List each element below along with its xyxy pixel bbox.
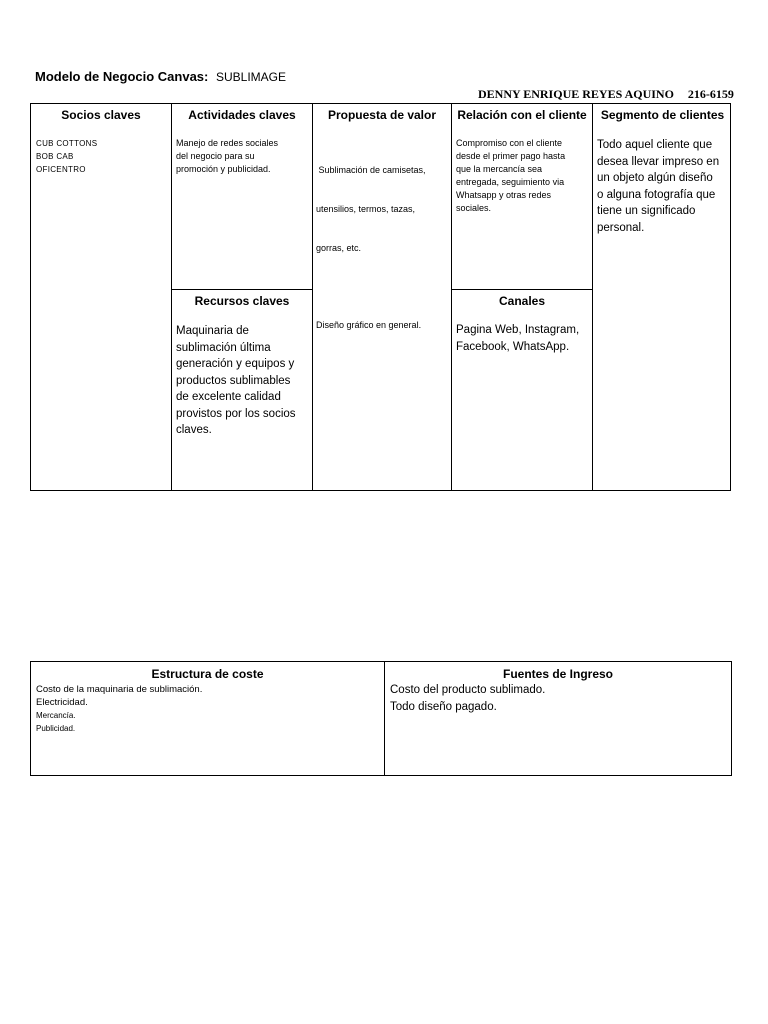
text-line: Electricidad. (36, 697, 88, 708)
text-line: personal. (597, 221, 645, 234)
ingresos-text (390, 682, 545, 715)
text-line: Todo diseño pagado. (390, 700, 497, 713)
text-line: generación y equipos y (176, 358, 295, 370)
segmento-text (597, 137, 719, 236)
canales-heading: Canales (498, 294, 546, 308)
text-line: Manejo de redes sociales (176, 138, 279, 148)
text-line: Compromiso con el cliente (456, 138, 563, 148)
text-line: Publicidad. (36, 724, 76, 733)
costes-heading: Estructura de coste (151, 667, 264, 681)
text-line: Whatsapp y otras redes (456, 190, 552, 200)
socios-heading: Socios claves (61, 108, 141, 122)
text-line: que la mercancía sea (456, 164, 543, 174)
text-line: desea llevar impreso en (597, 155, 720, 168)
text-line: Maquinaria de (176, 325, 249, 337)
page-title (35, 69, 286, 84)
propuesta-text (316, 138, 426, 358)
actividades-heading: Actividades claves (188, 108, 296, 122)
text-line: utensilios, termos, tazas, (316, 204, 416, 214)
text-line: tiene un significado (597, 205, 696, 217)
segmento-heading: Segmento de clientes (600, 108, 725, 122)
text-line: Todo aquel cliente que (597, 139, 713, 151)
divider (592, 104, 593, 490)
text-line: provistos por los socios (176, 407, 296, 420)
text-line: Pagina Web, Instagram, (456, 324, 580, 336)
text-line: Costo de la maquinaria de sublimación. (36, 684, 203, 695)
bottom-grid (30, 661, 732, 776)
ingresos-heading: Fuentes de Ingreso (502, 667, 614, 681)
divider (451, 289, 592, 290)
canvas-grid (30, 103, 731, 491)
text-line: Mercancía. (36, 711, 76, 720)
canales-text (456, 322, 579, 355)
text-line: entregada, seguimiento via (456, 177, 565, 187)
list-item: CUB COTTONS (36, 139, 98, 148)
business-name: SUBLIMAGE (216, 70, 287, 84)
divider (171, 289, 312, 290)
propuesta-heading: Propuesta de valor (327, 108, 437, 122)
text-line: del negocio para su (176, 151, 255, 161)
text-line: un objeto algún diseño (597, 172, 713, 184)
text-line: Sublimación de camisetas, (316, 165, 426, 175)
relacion-heading: Relación con el cliente (457, 108, 587, 122)
text-line: sublimación última (176, 341, 271, 354)
socios-list (36, 137, 97, 176)
text-line: o alguna fotografía que (597, 188, 716, 201)
author-id: 216-6159 (687, 87, 734, 101)
list-item: BOB CAB (36, 152, 74, 161)
text-line: desde el primer pago hasta (456, 151, 566, 161)
recursos-text (176, 323, 296, 439)
title-text: Modelo de Negocio Canvas: (35, 69, 209, 84)
text-line: sociales. (456, 203, 492, 213)
text-line: de excelente calidad (176, 391, 281, 403)
text-line: claves. (176, 424, 212, 436)
author-name: DENNY ENRIQUE REYES AQUINO (478, 87, 674, 101)
text-line: gorras, etc. (316, 243, 362, 253)
recursos-heading: Recursos claves (194, 294, 290, 308)
relacion-text (456, 137, 565, 215)
text-line: Diseño gráfico en general. (316, 320, 422, 330)
text-line: productos sublimables (176, 374, 291, 387)
author-line (478, 87, 734, 102)
costes-text (36, 683, 202, 735)
text-line: Costo del producto sublimado. (390, 684, 546, 696)
list-item: OFICENTRO (36, 165, 86, 174)
actividades-text (176, 137, 278, 176)
divider (312, 104, 313, 490)
text-line: Facebook, WhatsApp. (456, 340, 570, 353)
text-line: promoción y publicidad. (176, 164, 271, 174)
